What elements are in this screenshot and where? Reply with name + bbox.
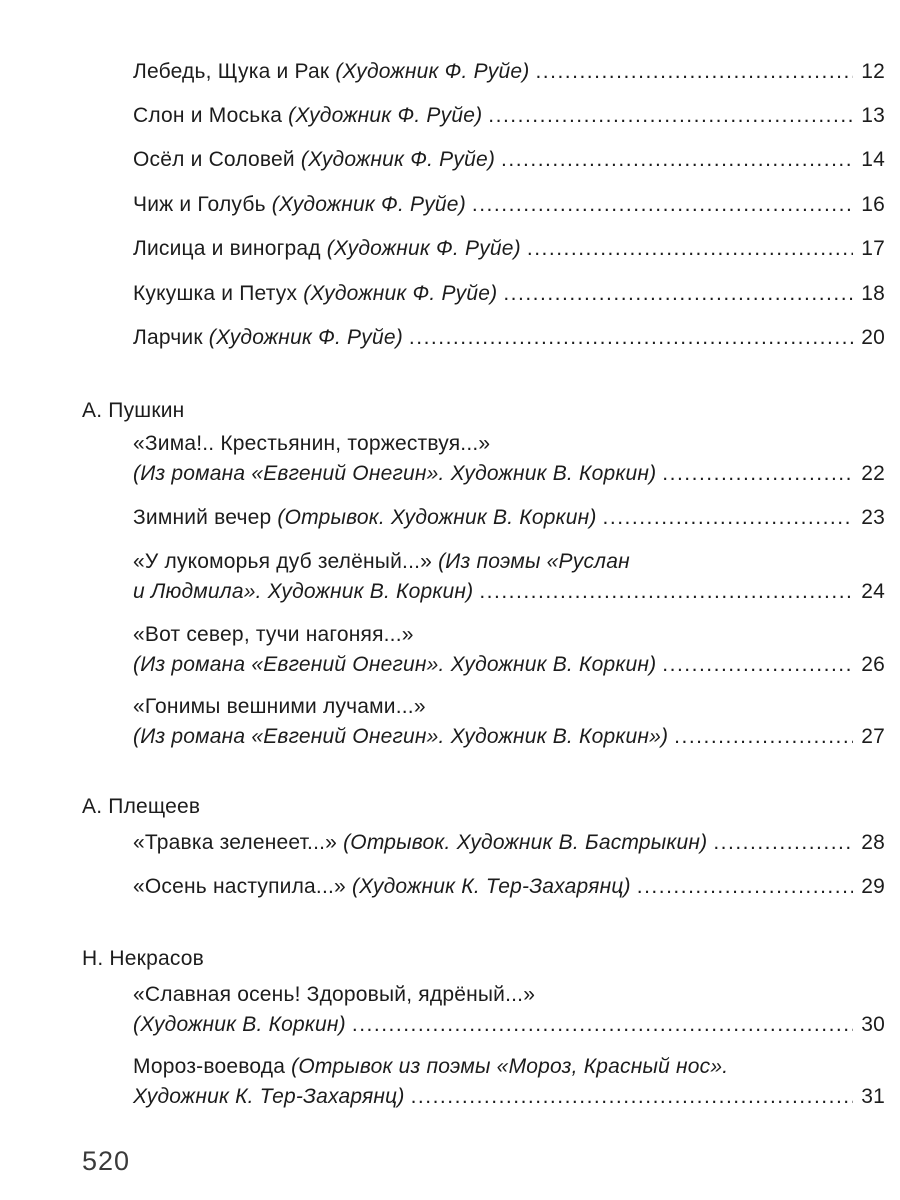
entry-note: (Художник Ф. Руйе) xyxy=(335,60,530,83)
entry-page-number: 16 xyxy=(861,193,885,216)
author-heading: А. Пушкин xyxy=(82,399,185,422)
toc-entry[interactable] xyxy=(133,101,885,131)
toc-entry[interactable] xyxy=(133,1052,885,1112)
entry-note: (Отрывок из поэмы «Мороз, Красный нос». xyxy=(291,1055,729,1078)
entry-page-number: 26 xyxy=(861,653,885,676)
toc-entry[interactable] xyxy=(133,547,885,607)
entry-note: (Отрывок. Художник В. Коркин) xyxy=(277,506,597,529)
toc-entry[interactable] xyxy=(133,57,885,87)
dot-leader xyxy=(527,234,853,264)
entry-note: (Художник Ф. Руйе) xyxy=(288,104,483,127)
toc-entry[interactable] xyxy=(133,692,885,752)
entry-title: «Славная осень! Здоровый, ядрёный...» xyxy=(133,983,536,1006)
dot-leader xyxy=(662,650,853,680)
entry-page-number: 24 xyxy=(861,580,885,603)
entry-title: Ларчик xyxy=(133,326,203,349)
dot-leader xyxy=(472,190,853,220)
entry-note: (Художник Ф. Руйе) xyxy=(303,282,498,305)
entry-note: (Отрывок. Художник В. Бастрыкин) xyxy=(343,831,708,854)
toc-entry[interactable] xyxy=(133,145,885,175)
entry-title: «У лукоморья дуб зелёный...» xyxy=(133,550,433,573)
entry-page-number: 20 xyxy=(861,326,885,349)
entry-page-number: 14 xyxy=(861,148,885,171)
entry-title: Лебедь, Щука и Рак xyxy=(133,60,330,83)
entry-note: (Из поэмы «Руслан xyxy=(438,550,630,573)
toc-entry[interactable] xyxy=(133,190,885,220)
author-heading: Н. Некрасов xyxy=(82,947,204,970)
entry-title: Лисица и виноград xyxy=(133,237,321,260)
dot-leader xyxy=(501,145,853,175)
entry-page-number: 28 xyxy=(861,831,885,854)
entry-note: (Художник Ф. Руйе) xyxy=(326,237,521,260)
toc-entry[interactable] xyxy=(133,279,885,309)
entry-note: (Художник В. Коркин) xyxy=(133,1013,346,1036)
toc-entry[interactable] xyxy=(133,429,885,489)
entry-note: (Художник Ф. Руйе) xyxy=(208,326,403,349)
entry-page-number: 27 xyxy=(861,725,885,748)
entry-title: «Травка зеленеет...» xyxy=(133,831,338,854)
dot-leader xyxy=(603,503,853,533)
toc-entry[interactable] xyxy=(133,503,885,533)
entry-note: (Из романа «Евгений Онегин». Художник В. Коркин) xyxy=(133,653,657,676)
entry-page-number: 12 xyxy=(861,60,885,83)
entry-note: Художник К. Тер-Захарянц) xyxy=(133,1085,405,1108)
entry-title: «Зима!.. Крестьянин, торжествуя...» xyxy=(133,432,491,455)
entry-note: (Художник Ф. Руйе) xyxy=(300,148,496,171)
entry-title: Мороз-воевода xyxy=(133,1055,286,1078)
entry-page-number: 17 xyxy=(861,237,885,260)
toc-entry[interactable] xyxy=(133,323,885,353)
entry-note: и Людмила». Художник В. Коркин) xyxy=(133,580,474,603)
dot-leader xyxy=(503,279,853,309)
entry-page-number: 29 xyxy=(861,875,885,898)
dot-leader xyxy=(637,872,853,902)
dot-leader xyxy=(535,57,853,87)
entry-page-number: 31 xyxy=(861,1085,885,1108)
dot-leader xyxy=(674,722,853,752)
entry-title: Кукушка и Петух xyxy=(133,282,298,305)
entry-note: (Из романа «Евгений Онегин». Художник В. Коркин) xyxy=(133,462,657,485)
entry-title: «Вот север, тучи нагоняя...» xyxy=(133,623,414,646)
entry-page-number: 13 xyxy=(861,104,885,127)
toc-entry[interactable] xyxy=(133,828,885,858)
entry-page-number: 23 xyxy=(861,506,885,529)
entry-title: Осёл и Соловей xyxy=(133,148,295,171)
toc-entry[interactable] xyxy=(133,234,885,264)
entry-page-number: 30 xyxy=(861,1013,885,1036)
entry-note: (Художник Ф. Руйе) xyxy=(271,193,466,216)
entry-title: Зимний вечер xyxy=(133,506,272,529)
entry-title: Чиж и Голубь xyxy=(133,193,266,216)
dot-leader xyxy=(409,323,853,353)
entry-title: «Гонимы вешними лучами...» xyxy=(133,695,426,718)
entry-page-number: 18 xyxy=(861,282,885,305)
entry-note: (Из романа «Евгений Онегин». Художник В. Коркин») xyxy=(133,725,669,748)
entry-page-number: 22 xyxy=(861,462,885,485)
dot-leader xyxy=(488,101,853,131)
entry-title: «Осень наступила...» xyxy=(133,875,346,898)
author-heading: А. Плещеев xyxy=(82,795,201,818)
dot-leader xyxy=(479,577,853,607)
dot-leader xyxy=(352,1010,853,1040)
toc-entry[interactable] xyxy=(133,980,885,1040)
entry-title: Слон и Моська xyxy=(133,104,283,127)
toc-entry[interactable] xyxy=(133,872,885,902)
dot-leader xyxy=(662,459,853,489)
dot-leader xyxy=(713,828,853,858)
entry-note: (Художник К. Тер-Захарянц) xyxy=(351,875,631,898)
dot-leader xyxy=(411,1082,853,1112)
toc-entry[interactable] xyxy=(133,620,885,680)
page-number: 520 xyxy=(82,1146,131,1176)
